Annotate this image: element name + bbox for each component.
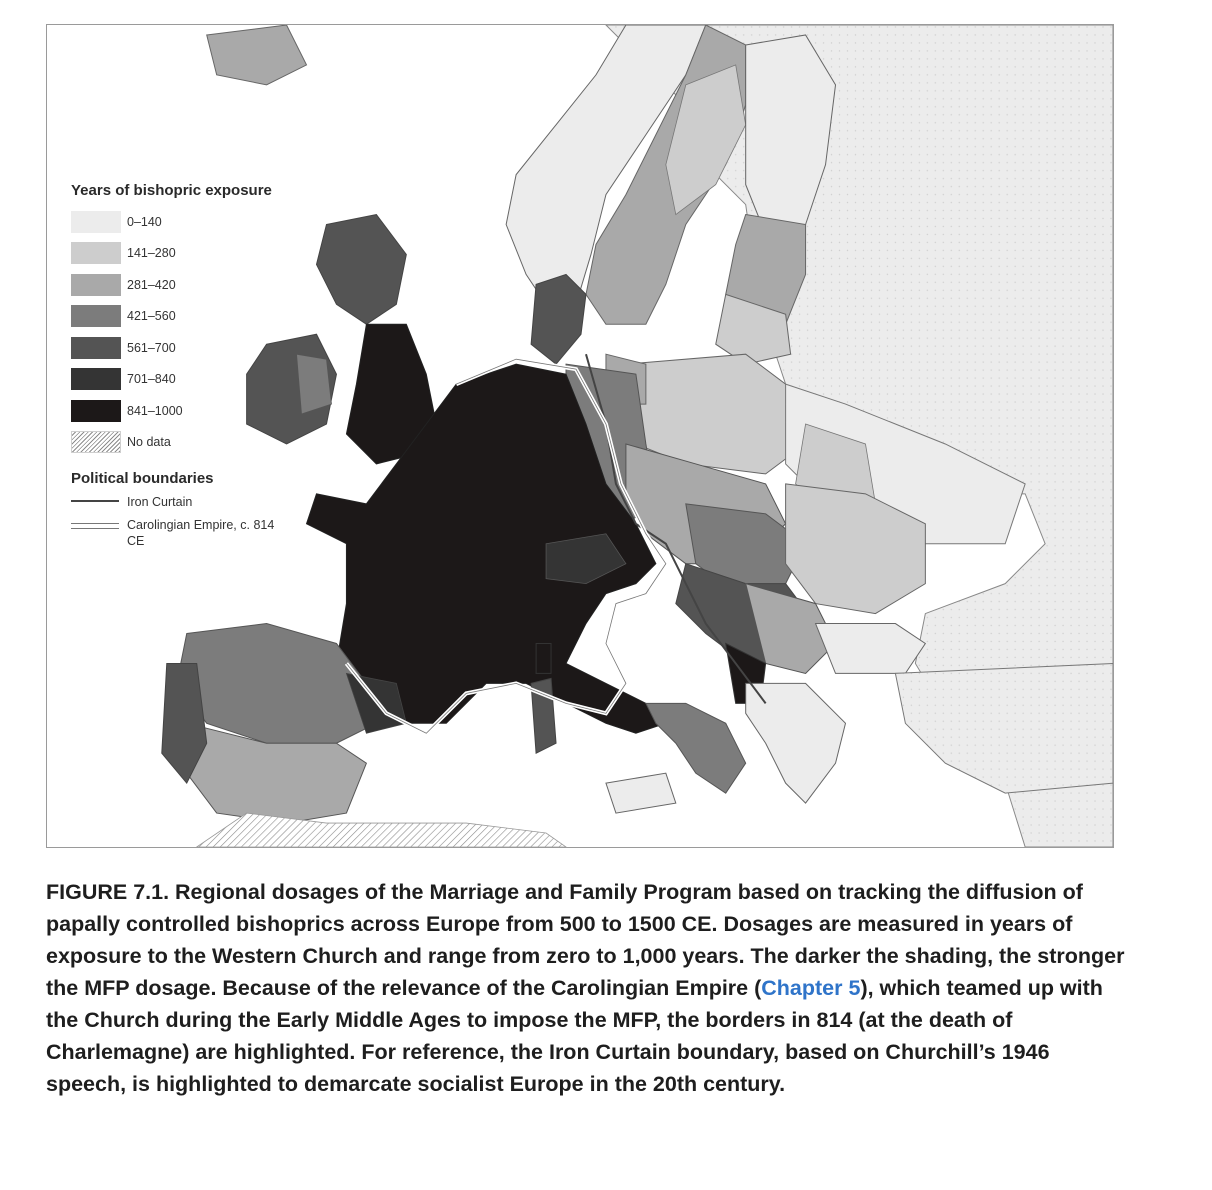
iron-curtain-label: Iron Curtain <box>127 495 193 509</box>
scotland-region <box>316 215 406 325</box>
north-africa-region <box>197 813 566 847</box>
denmark-region <box>531 274 586 364</box>
turkey-region <box>895 663 1113 793</box>
iceland-region <box>207 25 307 85</box>
carolingian-legend <box>71 517 301 549</box>
legend-row <box>71 364 301 396</box>
iron-curtain-legend <box>71 494 301 510</box>
legend-title: Years of bishopric exposure <box>71 182 272 199</box>
legend-swatch <box>71 400 121 422</box>
caption-text-end: ), which teamed up with the Church during the Early Middle Ages to impose the MFP, the borders in 814 (at the death of Charlemagne) are highlighted. For reference, the Iron Curtain boundary, based on Churchill’s 1946 speech, is highlighted to demarcate socialist Europe in the 20th century. <box>46 976 1103 1096</box>
carolingian-label: Carolingian Empire, c. 814 CE <box>127 518 275 548</box>
legend-label: 841–1000 <box>127 403 183 418</box>
no-data-label: No data <box>127 435 171 450</box>
legend-swatch <box>71 274 121 296</box>
sicily-region <box>606 773 676 813</box>
figure-caption <box>46 876 1131 1100</box>
legend-row <box>71 395 301 427</box>
legend-row <box>71 332 301 364</box>
boundaries-title: Political boundaries <box>71 470 214 487</box>
legend-row-no-data <box>71 427 301 459</box>
legend-swatch <box>71 242 121 264</box>
iron-curtain-swatch <box>71 500 119 502</box>
map-legend <box>71 181 301 549</box>
legend-swatch <box>71 211 121 233</box>
no-data-swatch <box>71 431 121 453</box>
legend-swatch <box>71 368 121 390</box>
ireland-east-region <box>297 354 332 414</box>
legend-row <box>71 301 301 333</box>
bulgaria-region <box>816 624 926 674</box>
legend-row <box>71 238 301 270</box>
chapter-link[interactable]: Chapter 5 <box>761 976 861 1000</box>
legend-row <box>71 206 301 238</box>
legend-label: 281–420 <box>127 277 176 292</box>
legend-label: 0–140 <box>127 214 162 229</box>
corsica-region <box>536 643 551 673</box>
legend-label: 421–560 <box>127 309 176 324</box>
greece-region <box>746 683 846 803</box>
legend-row <box>71 269 301 301</box>
legend-label: 141–280 <box>127 246 176 261</box>
europe-map <box>46 24 1114 848</box>
legend-swatch <box>71 305 121 327</box>
carolingian-swatch <box>71 523 119 529</box>
legend-label: 561–700 <box>127 340 176 355</box>
caption-text-start: FIGURE 7.1. Regional dosages of the Marriage and Family Program based on tracking the diffusion of papally controlled bishoprics across Europe from 500 to 1500 CE. Dosages are measured in years of exposure to the Western Church and range from zero to 1,000 years. The darker the shading, the stronger the MFP dosage. Because of the relevance of the Carolingian Empire ( <box>46 880 1125 1000</box>
legend-items <box>71 206 301 427</box>
legend-label: 701–840 <box>127 372 176 387</box>
legend-swatch <box>71 337 121 359</box>
